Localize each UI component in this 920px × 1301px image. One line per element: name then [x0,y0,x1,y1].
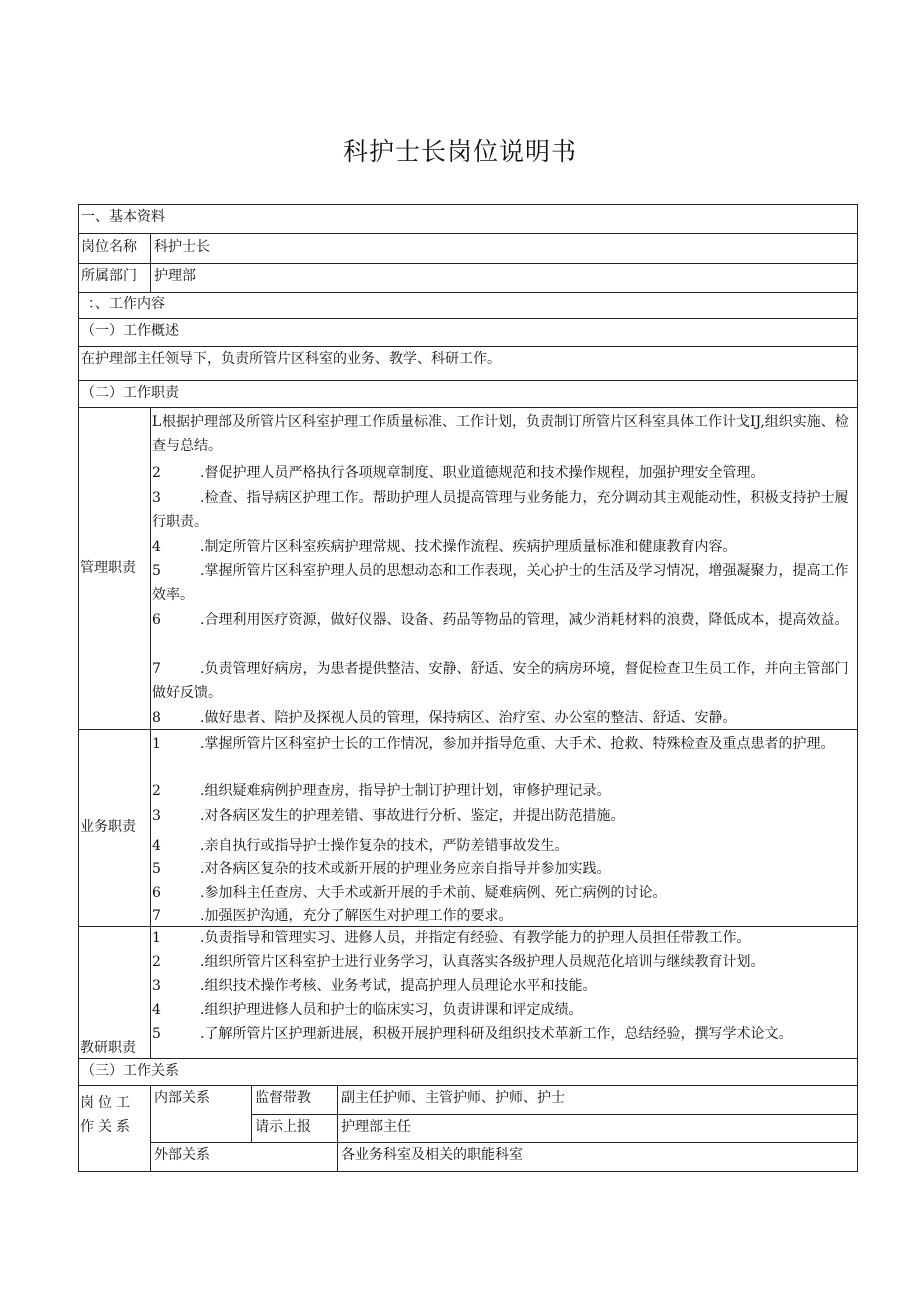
duties-heading: （二）工作职责 [81,385,179,401]
item-text: .合理利用医疗资源，做好仪器、设备、药品等物品的管理，减少消耗材料的浪费，降低成本，提高效益。 [200,612,849,628]
table-border-left [78,204,79,1171]
business-duties-label: 业务职责 [80,819,136,835]
item-text: .督促护理人员严格执行各项规章制度、职业道德规范和技术操作规程，加强护理安全管理。 [200,465,765,481]
list-item [152,706,852,730]
list-item [152,657,852,705]
item-text: .亲自执行或指导护士操作复杂的技术，严防差错事故发生。 [200,838,569,854]
section-heading-basic-info: 一、基本资料 [81,209,165,225]
page-title: 科护士长岗位说明书 [342,137,577,166]
table-border-right [857,204,858,1171]
row-divider [251,1114,858,1115]
item-number: 5 [152,1026,161,1042]
report-label: 请示上报 [255,1119,311,1135]
item-text: .做好患者、陪护及探视人员的管理，保持病区、治疗室、办公室的整洁、舒适、安静。 [200,710,737,726]
item-number: 5 [152,861,161,877]
row-divider [78,318,858,319]
row-divider [78,263,858,264]
item-number: 6 [152,885,161,901]
col-divider [337,1085,338,1171]
row-divider [78,292,858,293]
item-text: .负责管理好病房，为患者提供整洁、安静、舒适、安全的病房环境，督促检查卫生员工作，并向主管部门做好反馈。 [152,661,849,701]
item-text: .组织疑难病例护理查房，指导护士制订护理计划，审修护理记录。 [200,783,611,799]
row-divider [78,1085,858,1086]
item-number: L [152,414,162,430]
item-text: .了解所管片区护理新进展，积极开展护理科研及组织技术革新工作，总结经验，撰写学术论文。 [200,1026,793,1042]
item-text: .组织护理进修人员和护士的临床实习，负责讲课和评定成绩。 [200,1002,583,1018]
row-divider [78,233,858,234]
list-item [152,904,852,928]
department-value: 护理部 [154,268,196,284]
row-divider [78,407,858,408]
row-divider [78,346,858,347]
item-text: .参加科主任查房、大手术或新开展的手术前、疑难病例、死亡病例的讨论。 [200,885,667,901]
table-border-top [78,204,858,205]
list-item [152,779,852,803]
col-divider [150,1085,151,1171]
list-item [152,1022,852,1058]
col-divider [150,233,151,292]
list-item [152,926,852,950]
list-item [152,857,852,881]
item-text: .负责指导和管理实习、进修人员，并指定有经验、有教学能力的护理人员担任带教工作。 [200,930,751,946]
list-item [152,881,852,905]
list-item [152,410,852,458]
report-value: 护理部主任 [341,1119,411,1135]
list-item [152,834,852,858]
item-number: 2 [152,954,161,970]
external-relations-value: 各业务科室及相关的职能科室 [341,1147,523,1163]
item-text: .掌握所管片区科室护理人员的思想动态和工作表现，关心护士的生活及学习情况，增强凝聚力，提高工作效率。 [152,563,849,603]
list-item [152,608,852,632]
item-text: .加强医护沟通，充分了解医生对护理工作的要求。 [200,908,513,924]
list-item [152,974,852,998]
col-divider [150,407,151,1058]
item-number: 4 [152,539,161,555]
list-item [152,535,852,559]
item-number: 2 [152,465,161,481]
post-name-value: 科护士长 [154,239,210,255]
list-item [152,559,852,607]
list-item [152,804,852,828]
item-number: 4 [152,838,161,854]
work-relations-label: 岗位工作关系 [80,1095,134,1135]
table-border-bottom [78,1171,858,1172]
teaching-duties-label: 教研职责 [80,1040,136,1056]
item-number: 3 [152,490,161,506]
list-item [152,732,852,756]
relations-heading: （三）工作关系 [81,1063,179,1079]
item-text: .对各病区复杂的技术或新开展的护理业务应亲自指导并参加实践。 [200,861,611,877]
item-number: 2 [152,783,161,799]
item-text: .制定所管片区科室疾病护理常规、技术操作流程、疾病护理质量标准和健康教育内容。 [200,539,737,555]
item-number: 6 [152,612,161,628]
item-number: 1 [152,736,161,752]
item-text: .对各病区发生的护理差错、事故进行分析、鉴定，并提出防范措施。 [200,808,625,824]
item-number: 5 [152,563,161,579]
list-item [152,950,852,974]
item-text: .掌握所管片区科室护士长的工作情况，参加并指导危重、大手术、抢救、特殊检查及重点患者的护理。 [200,736,835,752]
item-number: 7 [152,908,161,924]
item-text: 根据护理部及所管片区科室护理工作质量标准、工作计划，负责制订所管片区科室具体工作计戈IJ,组织实施、检查与总结。 [152,414,849,454]
row-divider [78,380,858,381]
section-heading-work-content: ：、工作内容 [88,296,165,312]
item-text: .组织所管片区科室护士进行业务学习，认真落实各级护理人员规范化培训与继续教育计划。 [200,954,765,970]
item-number: 1 [152,930,161,946]
supervise-value: 副主任护师、主管护师、护师、护士 [341,1090,565,1106]
item-number: 4 [152,1002,161,1018]
overview-text: 在护理部主任领导下，负责所管片区科室的业务、教学、科研工作。 [81,351,501,367]
internal-relations-label: 内部关系 [154,1090,210,1106]
management-duties-label: 管理职责 [80,560,136,576]
list-item [152,998,852,1022]
item-number: 7 [152,661,161,677]
list-item [152,486,852,534]
external-relations-label: 外部关系 [154,1147,210,1163]
item-number: 8 [152,710,161,726]
item-text: .组织技术操作考核、业务考试，提高护理人员理论水平和技能。 [200,978,597,994]
item-text: .检查、指导病区护理工作。帮助护理人员提高管理与业务能力，充分调动其主观能动性，积极支持护士履行职责。 [152,490,849,530]
post-name-label: 岗位名称 [81,239,137,255]
overview-heading: （一）工作概述 [81,323,179,339]
row-divider [78,1058,858,1059]
supervise-label: 监督带教 [255,1090,311,1106]
row-divider [150,1142,858,1143]
item-number: 3 [152,978,161,994]
col-divider [251,1085,252,1142]
item-number: 3 [152,808,161,824]
department-label: 所属部门 [81,268,137,284]
list-item [152,461,852,485]
